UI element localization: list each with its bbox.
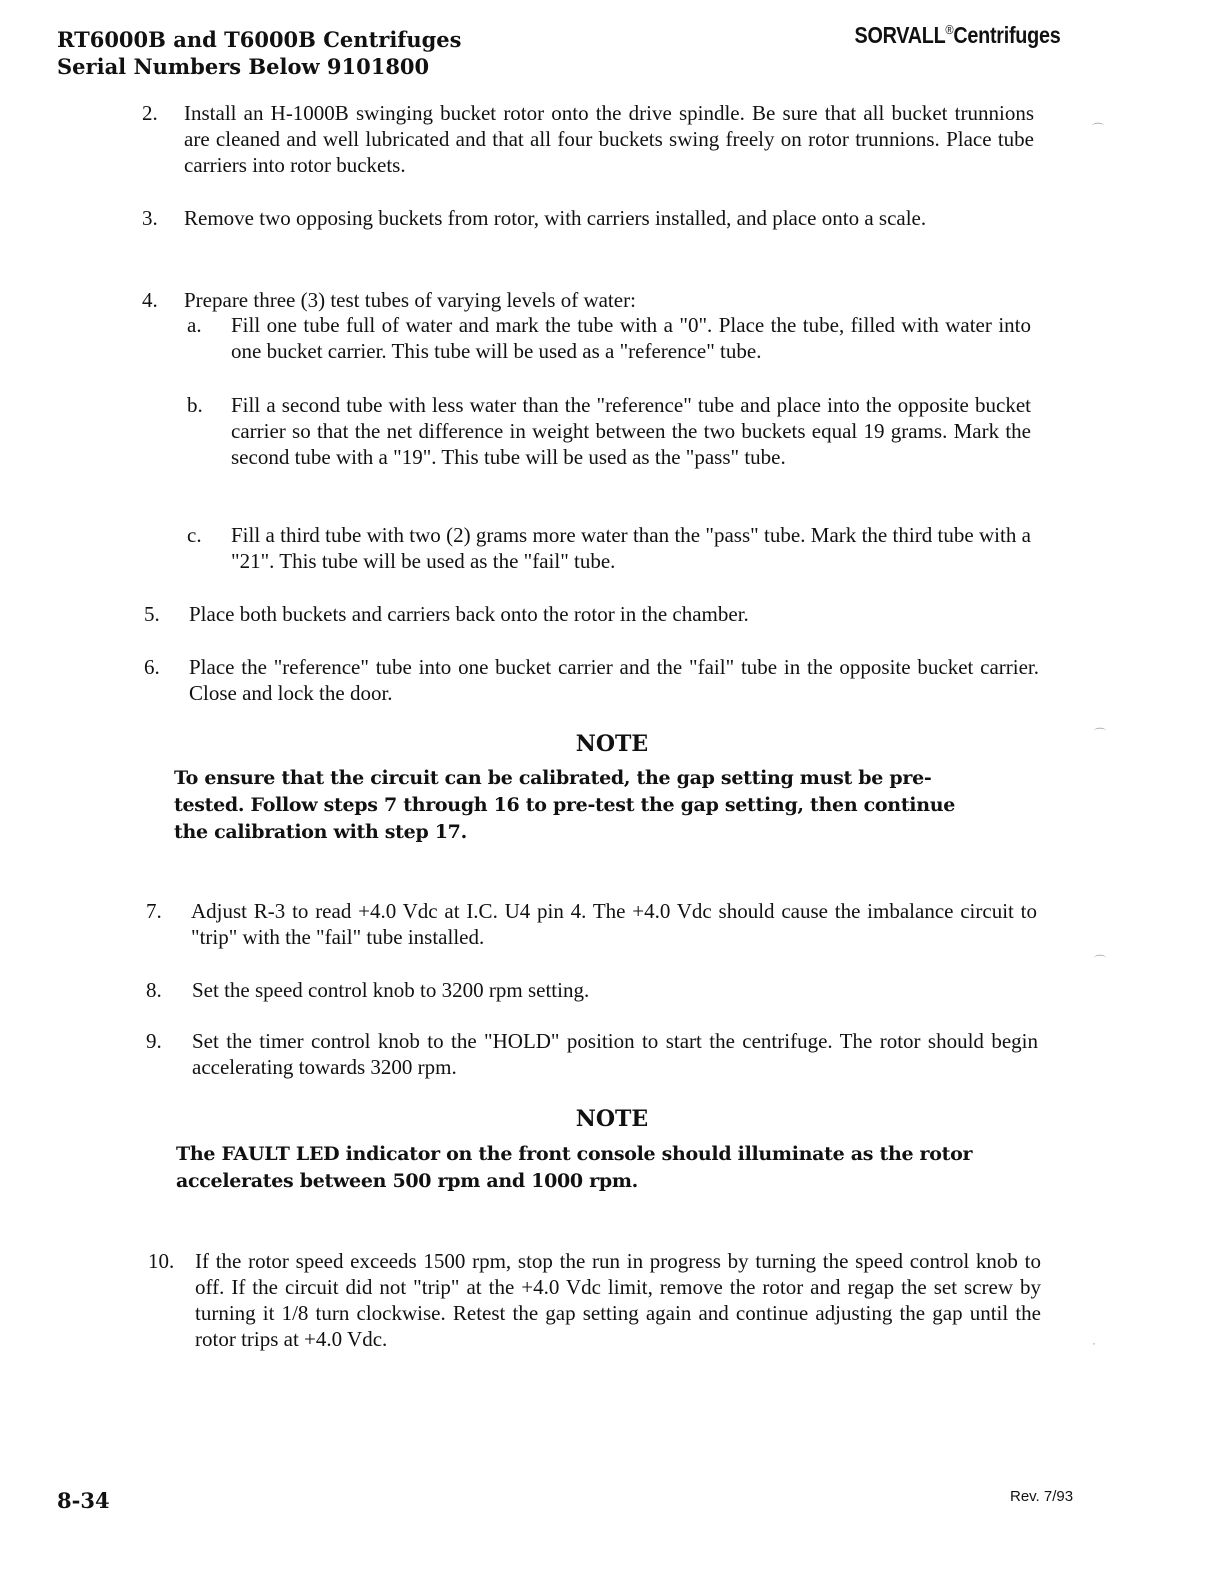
- title-line-1: RT6000B and T6000B Centrifuges: [57, 27, 462, 52]
- substep-text: Fill a third tube with two (2) grams more water than the "pass" tube. Mark the third tube with a "21". This tube will be used as the "fail" tube.: [231, 523, 1031, 573]
- step-text: Adjust R-3 to read +4.0 Vdc at I.C. U4 pin 4. The +4.0 Vdc should cause the imbalance circuit to "trip" with the "fail" tube installed.: [191, 899, 1037, 949]
- step-number: 5.: [144, 602, 160, 626]
- step-number: 10.: [148, 1249, 175, 1273]
- page-number: 8-34: [57, 1488, 110, 1513]
- step-text: Place both buckets and carriers back onto the rotor in the chamber.: [189, 602, 749, 626]
- step-number: 4.: [142, 288, 158, 312]
- scan-speck: ⌒: [1092, 122, 1105, 136]
- note-text: The FAULT LED indicator on the front console should illuminate as the rotor accelerates between 500 rpm and 1000 rpm.: [176, 1143, 973, 1192]
- step-text: If the rotor speed exceeds 1500 rpm, stop the run in progress by turning the speed control knob to off. If the circuit did not "trip" at the +4.0 Vdc limit, remove the rotor and regap the set screw by turning it 1/8 turn clockwise. Retest the gap setting again and continue adjusting the gap until the rotor trips at +4.0 Vdc.: [195, 1249, 1041, 1351]
- scan-speck: ⌒: [1094, 954, 1107, 968]
- step-number: 3.: [142, 206, 158, 230]
- substep-letter: c.: [187, 523, 202, 547]
- brand-heading: [854, 22, 1060, 49]
- step-number: 2.: [142, 101, 158, 125]
- document-title: [57, 26, 461, 80]
- brand-name: SORVALL: [854, 22, 945, 48]
- substep-text: Fill one tube full of water and mark the tube with a "0". Place the tube, filled with water into one bucket carrier. This tube will be used as a "reference" tube.: [231, 313, 1031, 363]
- step-text: Prepare three (3) test tubes of varying levels of water:: [184, 288, 636, 312]
- substep-letter: a.: [187, 313, 202, 337]
- step-text: Place the "reference" tube into one bucket carrier and the "fail" tube in the opposite bucket carrier. Close and lock the door.: [189, 655, 1039, 705]
- substep-text: Fill a second tube with less water than the "reference" tube and place into the opposite bucket carrier so that the net difference in weight between the two buckets equal 19 grams. Mark the second tube with a "19". This tube will be used as the "pass" tube.: [231, 393, 1031, 469]
- step-number: 9.: [146, 1029, 162, 1053]
- step-number: 6.: [144, 655, 160, 679]
- scan-speck: ⌒: [1094, 727, 1107, 741]
- note-text: To ensure that the circuit can be calibrated, the gap setting must be pre-tested. Follow steps 7 through 16 to pre-test the gap setting, then continue the calibration with step 17.: [174, 767, 956, 843]
- brand-suffix: Centrifuges: [952, 22, 1060, 48]
- substep-letter: b.: [187, 393, 203, 417]
- step-number: 7.: [146, 899, 162, 923]
- step-text: Set the timer control knob to the "HOLD" position to start the centrifuge. The rotor should begin accelerating towards 3200 rpm.: [192, 1029, 1038, 1079]
- step-text: Set the speed control knob to 3200 rpm setting.: [192, 978, 590, 1002]
- scan-speck: ·: [1092, 1336, 1096, 1350]
- revision-date: Rev. 7/93: [1010, 1488, 1074, 1505]
- step-text: Remove two opposing buckets from rotor, with carriers installed, and place onto a scale.: [184, 206, 927, 230]
- step-number: 8.: [146, 978, 162, 1002]
- step-text: Install an H-1000B swinging bucket rotor onto the drive spindle. Be sure that all bucket trunnions are cleaned and well lubricated and that all four buckets swing freely on rotor trunnions. Place tube carriers into rotor buckets.: [184, 101, 1034, 177]
- note-heading: NOTE: [575, 1106, 649, 1132]
- note-heading: NOTE: [575, 731, 649, 757]
- title-line-2: Serial Numbers Below 9101800: [57, 54, 430, 79]
- registered-mark: ®: [944, 22, 953, 37]
